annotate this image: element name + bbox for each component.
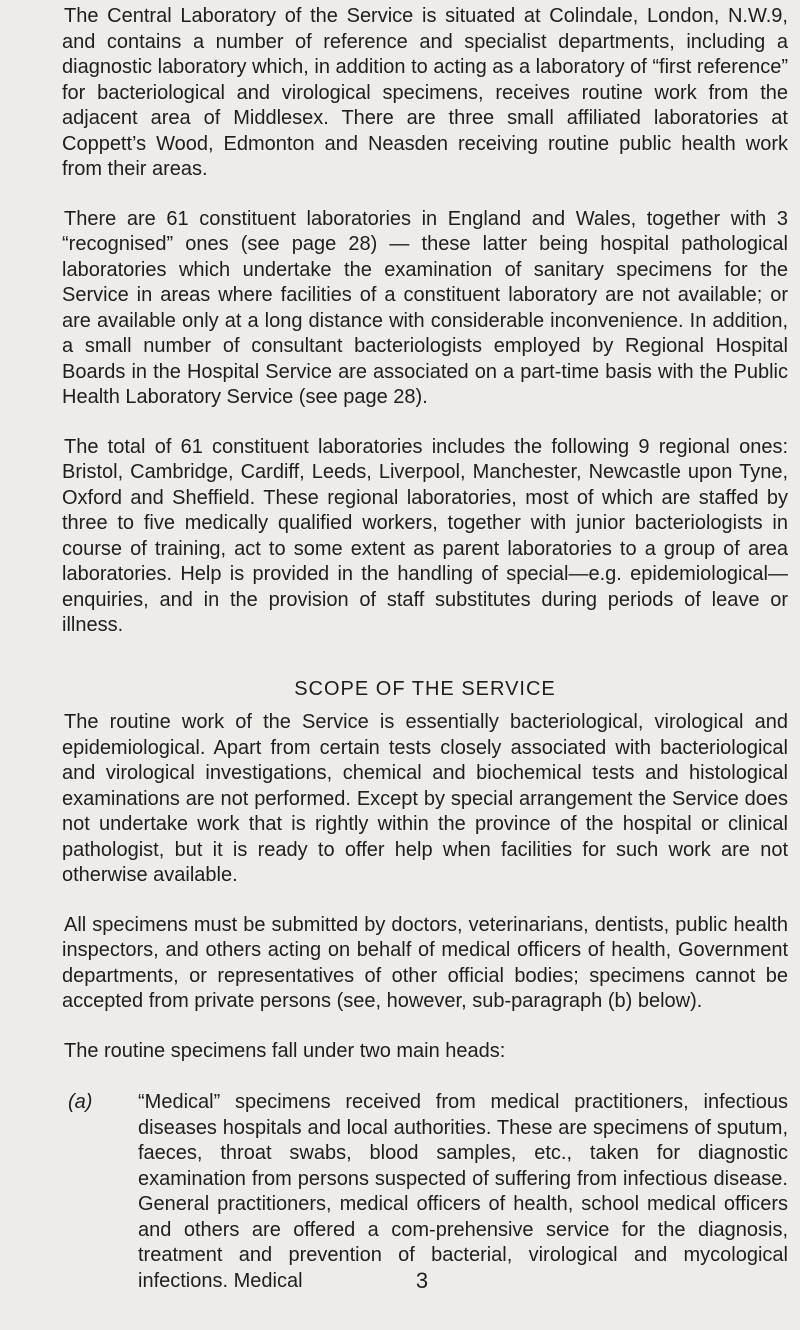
- paragraph-central-laboratory: The Central Laboratory of the Service is situated at Colindale, London, N.W.9, and contains a number of reference and specialist departments, including a diagnostic laboratory which, in addition to acting as a laboratory of “first reference” for bacteriological and virological specimens, receives routine work from the adjacent area of Middlesex. There are three small affiliated laboratories at Coppett’s Wood, Edmonton and Neasden receiving routine public health work from their areas.: [62, 5, 788, 180]
- page-number: 3: [415, 1268, 429, 1293]
- list-item-medical-specimens: [62, 1090, 788, 1294]
- section-heading: SCOPE OF THE SERVICE: [294, 677, 556, 700]
- list-item-text: “Medical” specimens received from medical practitioners, infectious diseases hospitals and local authorities. These are specimens of sputum, faeces, throat swabs, blood samples, etc., taken for diagnostic examination from persons suspected of suffering from infectious disease. General practitioners, medical officers of health, school medical officers and others are offered a com-prehensive service for the diagnosis, treatment and prevention of bacterial, virological and mycological infections. Medical: [138, 1091, 788, 1292]
- paragraph-constituent-laboratories: There are 61 constituent laboratories in England and Wales, together with 3 “recognised” ones (see page 28) — these latter being hospital pathological laboratories which undertake the examination of sanitary specimens for the Service in areas where facilities of a constituent laboratory are not available; or are available only at a long distance with considerable inconvenience. In addition, a small number of consultant bacteriologists employed by Regional Hospital Boards in the Hospital Service are associated on a part-time basis with the Public Health Laboratory Service (see page 28).: [62, 207, 788, 408]
- list-item-label: (a): [68, 1091, 93, 1113]
- paragraph-main-heads: The routine specimens fall under two main heads:: [64, 1039, 506, 1062]
- paragraph-routine-work: The routine work of the Service is essentially bacteriological, virological and epidemiological. Apart from certain tests closely associated with bacteriological and virological investigations, chemical and biochemical tests and histological examinations are not performed. Except by special arrangement the Service does not undertake work that is rightly within the province of the hospital or clinical pathologist, but it is ready to offer help when facilities for such work are not otherwise available.: [62, 711, 788, 886]
- paragraph-regional-laboratories: The total of 61 constituent laboratories includes the following 9 regional ones: Bristol, Cambridge, Cardiff, Leeds, Liverpool, Manchester, Newcastle upon Tyne, Oxford and Sheffield. These regional laboratories, most of which are staffed by three to five medically qualified workers, together with junior bacteriologists in course of training, act to some extent as parent laboratories to a group of area laboratories. Help is provided in the handling of special—e.g. epidemiological—enquiries, and in the provision of staff substitutes during periods of leave or illness.: [62, 435, 788, 636]
- paragraph-specimen-submission: All specimens must be submitted by doctors, veterinarians, dentists, public health inspectors, and others acting on behalf of medical officers of health, Government departments, or representatives of other official bodies; specimens cannot be accepted from private persons (see, however, sub-paragraph (b) below).: [62, 913, 788, 1012]
